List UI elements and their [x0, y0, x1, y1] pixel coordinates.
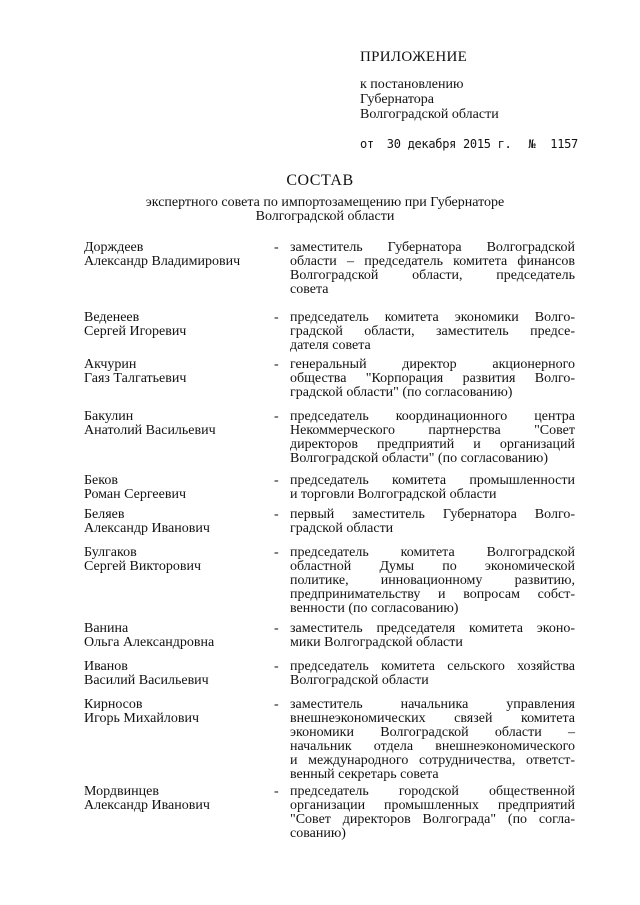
member-role-line: Некоммерческого партнерства "Совет: [290, 423, 575, 438]
member-name: [84, 410, 269, 438]
appendix-line: Губернатора: [360, 92, 435, 107]
member-surname: Дорждеев: [84, 240, 144, 255]
subtitle-line: Волгоградской области: [255, 209, 395, 224]
appendix-line: Волгоградской области: [360, 107, 499, 122]
member-name: [84, 241, 269, 269]
member-dash: -: [274, 659, 279, 674]
member-surname: Иванов: [84, 659, 128, 674]
member-role: [290, 508, 575, 536]
order-date: 30 декабря 2015 г.: [386, 137, 512, 151]
member-given-names: Сергей Викторович: [84, 559, 202, 574]
member-surname: Акчурин: [84, 357, 137, 372]
member-role: [290, 698, 575, 782]
member-surname: Кирносов: [84, 697, 143, 712]
member-given-names: Александр Владимирович: [84, 254, 241, 269]
member-surname: Беляев: [84, 507, 125, 522]
member-role-line: градской области" (по согласованию): [290, 385, 513, 400]
member-role-line: градской области, заместитель предсе-: [290, 324, 575, 339]
member-role-line: внешнеэкономических связей комитета: [290, 711, 575, 726]
member-dash: -: [274, 507, 279, 522]
member-surname: Мордвинцев: [84, 784, 159, 799]
member-dash: -: [274, 545, 279, 560]
order-number-label: №: [528, 137, 536, 151]
member-given-names: Сергей Игоревич: [84, 324, 187, 339]
member-surname: Ванина: [84, 621, 129, 636]
member-given-names: Василий Васильевич: [84, 673, 209, 688]
member-role-line: общества "Корпорация развития Волго-: [290, 371, 575, 386]
member-surname: Булгаков: [84, 545, 137, 560]
member-name: [84, 474, 269, 502]
order-reference: [360, 137, 578, 152]
member-name: [84, 358, 269, 386]
member-role-line: председатель городской общественной: [290, 784, 575, 799]
member-role: [290, 622, 575, 650]
member-name: [84, 546, 269, 574]
member-role-line: дателя совета: [290, 338, 371, 353]
member-role-line: области – председатель комитета финансов: [290, 254, 575, 269]
member-role-line: градской области: [290, 521, 394, 536]
member-role-line: политике, инновационному развитию,: [290, 573, 575, 588]
member-role-line: председатель комитета Волгоградской: [290, 545, 575, 560]
member-role-line: начальник отдела внешнеэкономического: [290, 739, 575, 754]
order-prefix: от: [360, 137, 374, 151]
member-role-line: заместитель начальника управления: [290, 697, 575, 712]
member-role-line: экономики Волгоградской области –: [290, 725, 575, 740]
member-role-line: "Совет директоров Волгограда" (по согла-: [290, 812, 575, 827]
member-dash: -: [274, 357, 279, 372]
member-given-names: Александр Иванович: [84, 521, 210, 536]
member-name: [84, 622, 269, 650]
member-given-names: Ольга Александровна: [84, 635, 215, 650]
member-role-line: генеральный директор акционерного: [290, 357, 575, 372]
member-role-line: Волгоградской области" (по согласованию): [290, 451, 548, 466]
member-role: [290, 241, 575, 297]
member-surname: Бакулин: [84, 409, 134, 424]
document-subtitle: [120, 196, 530, 224]
member-role-line: Волгоградской области: [290, 673, 429, 688]
appendix-title: ПРИЛОЖЕНИЕ: [360, 49, 468, 65]
member-role-line: директоров предприятий и организаций: [290, 437, 575, 452]
appendix-line: к постановлению: [360, 77, 464, 92]
member-role: [290, 546, 575, 616]
member-role-line: сованию): [290, 826, 346, 841]
subtitle-line: экспертного совета по импортозамещению при Губернаторе: [145, 195, 505, 210]
member-dash: -: [274, 310, 279, 325]
member-role-line: и торговли Волгоградской области: [290, 487, 497, 502]
member-role: [290, 660, 575, 688]
member-given-names: Анатолий Васильевич: [84, 423, 216, 438]
member-name: [84, 311, 269, 339]
member-role-line: Волгоградской области, председатель: [290, 268, 575, 283]
member-dash: -: [274, 697, 279, 712]
member-surname: Веденеев: [84, 310, 140, 325]
member-role-line: председатель комитета сельского хозяйства: [290, 659, 575, 674]
member-role-line: председатель комитета экономики Волго-: [290, 310, 575, 325]
member-given-names: Игорь Михайлович: [84, 711, 199, 726]
member-dash: -: [274, 784, 279, 799]
member-dash: -: [274, 473, 279, 488]
member-role-line: совета: [290, 282, 329, 297]
member-name: [84, 698, 269, 726]
member-name: [84, 508, 269, 536]
member-dash: -: [274, 240, 279, 255]
member-role-line: областной Думы по экономической: [290, 559, 575, 574]
member-role: [290, 785, 575, 841]
member-role-line: председатель координационного центра: [290, 409, 575, 424]
member-name: [84, 785, 269, 813]
member-role-line: венный секретарь совета: [290, 767, 439, 782]
member-role-line: мики Волгоградской области: [290, 635, 463, 650]
member-role-line: заместитель Губернатора Волгоградской: [290, 240, 575, 255]
member-dash: -: [274, 621, 279, 636]
member-given-names: Гаяз Талгатьевич: [84, 371, 187, 386]
member-role-line: и международного сотрудничества, ответст-: [290, 753, 575, 768]
member-role-line: предпринимательству и вопросам собст-: [290, 587, 575, 602]
member-given-names: Александр Иванович: [84, 798, 210, 813]
member-role: [290, 358, 575, 400]
member-role-line: первый заместитель Губернатора Волго-: [290, 507, 575, 522]
member-role-line: заместитель председателя комитета эконо-: [290, 621, 575, 636]
member-role-line: председатель комитета промышленности: [290, 473, 575, 488]
order-number: 1157: [550, 137, 578, 151]
member-given-names: Роман Сергеевич: [84, 487, 186, 502]
member-dash: -: [274, 409, 279, 424]
member-role: [290, 311, 575, 353]
member-role-line: венности (по согласованию): [290, 601, 459, 616]
member-surname: Беков: [84, 473, 118, 488]
member-name: [84, 660, 269, 688]
appendix-block: [360, 50, 578, 152]
member-role: [290, 474, 575, 502]
member-role-line: организации промышленных предприятий: [290, 798, 575, 813]
member-role: [290, 410, 575, 466]
document-title: СОСТАВ: [286, 172, 354, 189]
